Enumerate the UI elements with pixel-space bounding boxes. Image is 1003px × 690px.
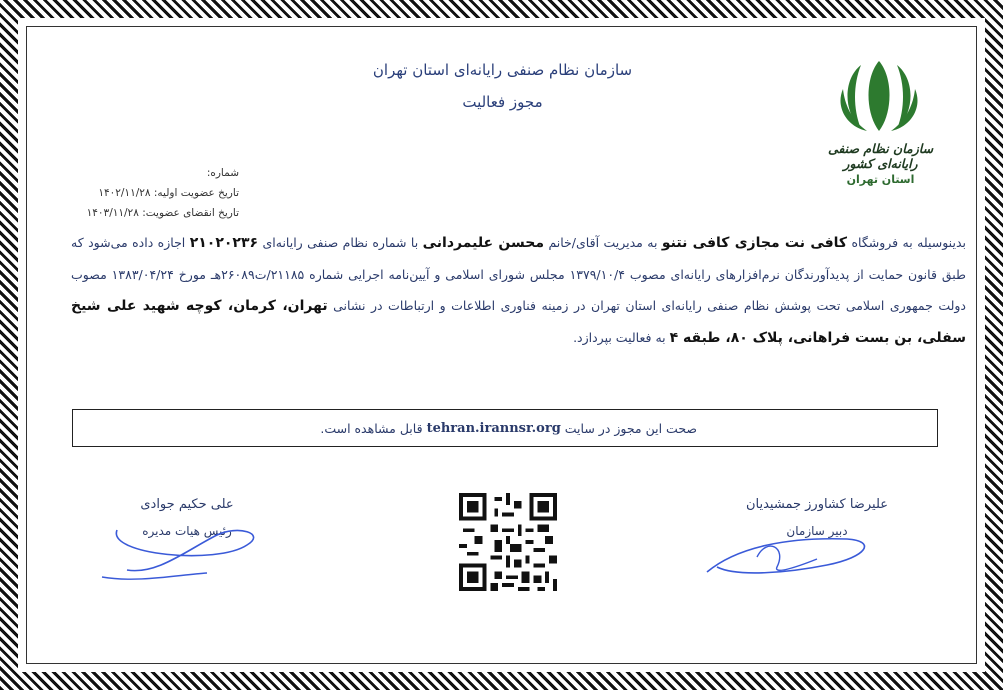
signature-left [97,497,277,538]
first-membership-label: تاریخ عضویت اولیه: [153,187,239,199]
number-label: شماره: [206,167,239,179]
verify-before: صحت این مجوز در سایت [564,420,697,436]
logo-province-text: استان تهران [846,173,915,186]
expiry-row [79,203,239,223]
signature-right [717,497,917,538]
manager-name: محسن علیمردانی [422,235,545,251]
verify-after: قابل مشاهده است. [320,420,423,436]
signatory-right-name: علیرضا کشاورز جمشیدیان [745,497,889,512]
verify-site-link[interactable]: tehran.irannsr.org [426,420,561,436]
organization-logo [813,57,948,197]
body-p1: بدینوسیله به فروشگاه [851,235,966,250]
verification-box [72,409,938,447]
number-row [79,163,239,183]
license-body-text [71,227,966,354]
expiry-value: ۱۴۰۳/۱۱/۲۸ [86,207,139,219]
membership-number: ۲۱۰۲۰۲۳۶ [189,235,259,251]
first-membership-row [79,183,239,203]
logo-name-text: سازمان نظام صنفی رایانه‌ای کشور [827,141,934,171]
expiry-label: تاریخ انقضای عضویت: [142,207,239,219]
address: تهران، کرمان، کوچه شهید علی شیخ سفلی، بن بست فراهانی، پلاک ۸۰، طبقه ۴ [71,298,966,346]
document-title: مجوز فعالیت [462,93,543,111]
body-p4: اجازه داده می‌شود که طبق قانون حمایت از پدیدآورندگان نرم‌افزارهای رایانه‌ای مصوب ۱۳۷۹/۱۰/۴ مجلس شورای اسلامی و آیین‌نامه اجرایی شماره ۲۱۱۸۵/ت۲۶۰۸۹هـ مورخ ۱۳۸۳/۰۴/۲۴ مصوب دولت جمهوری اسلامی تحت پوشش نظام صنفی رایانه‌ای استان تهران در زمینه فناوری اطلاعات و ارتباطات در نشانی [71,235,967,313]
body-p2: به مدیریت آقای/خانم [548,235,658,250]
first-membership-value: ۱۴۰۲/۱۱/۲۸ [98,187,151,199]
certificate-meta [79,163,239,223]
signatory-right-role: دبیر سازمان [786,524,848,538]
signatory-left-role: رئیس هیات مدیره [142,524,232,538]
signature-right-icon [697,517,897,587]
organization-title: سازمان نظام صنفی رایانه‌ای استان تهران [372,61,633,79]
qr-code-icon [459,493,557,591]
body-p3: با شماره نظام صنفی رایانه‌ای [262,235,419,250]
signature-left-icon [97,515,277,585]
shop-name: کافی نت مجازی کافی نتنو [661,235,848,251]
body-p5: به فعالیت بپردازد. [573,330,666,345]
signatory-left-name: علی حکیم جوادی [140,497,234,512]
certificate-panel [26,26,977,664]
logo-leaf-icon [813,57,948,137]
